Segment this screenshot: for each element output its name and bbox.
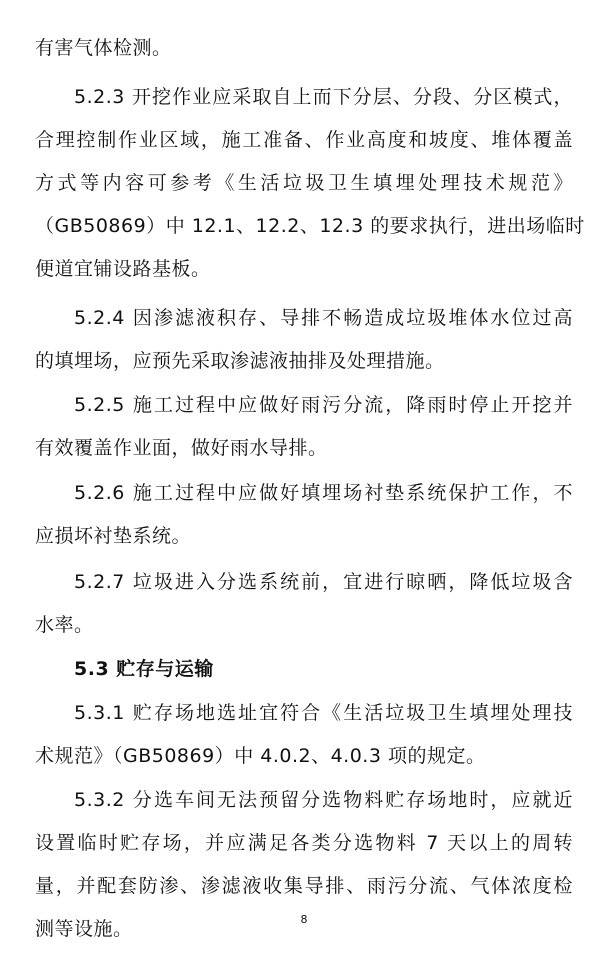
text-line: 术规范》（GB50869）中 4.0.2、4.0.3 项的规定。 <box>35 745 486 767</box>
text-line: 水率。 <box>35 614 94 636</box>
text-line: 5.3.1 贮存场地选址宜符合《生活垃圾卫生填埋处理技 <box>74 702 573 724</box>
text-line: 有害气体检测。 <box>35 37 172 59</box>
text-line: 方式等内容可参考《生活垃圾卫生填埋处理技术规范》 <box>35 172 573 194</box>
text-line: 5.2.5 施工过程中应做好雨污分流，降雨时停止开挖并 <box>74 394 573 416</box>
text-line: 5.2.6 施工过程中应做好填埋场衬垫系统保护工作，不 <box>74 482 573 504</box>
text-line: （GB50869）中 12.1、12.2、12.3 的要求执行，进出场临时 <box>35 215 585 237</box>
page-number: 8 <box>300 913 308 926</box>
text-line: 5.2.4 因渗滤液积存、导排不畅造成垃圾堆体水位过高 <box>74 307 573 329</box>
text-line: 的填埋场，应预先采取渗滤液抽排及处理措施。 <box>35 350 445 372</box>
text-line: 设置临时贮存场，并应满足各类分选物料 7 天以上的周转 <box>35 832 573 854</box>
text-line: 合理控制作业区域，施工准备、作业高度和坡度、堆体覆盖 <box>35 129 573 151</box>
text-line: 有效覆盖作业面，做好雨水导排。 <box>35 437 328 459</box>
text-line: 5.3.2 分选车间无法预留分选物料贮存场地时，应就近 <box>74 789 573 811</box>
text-line: 5.2.7 垃圾进入分选系统前，宜进行晾晒，降低垃圾含 <box>74 571 573 593</box>
text-line: 应损坏衬垫系统。 <box>35 525 192 547</box>
text-line: 量，并配套防渗、渗滤液收集导排、雨污分流、气体浓度检 <box>35 875 573 897</box>
text-line: 便道宜铺设路基板。 <box>35 258 211 280</box>
text-line: 5.2.3 开挖作业应采取自上而下分层、分段、分区模式， <box>74 86 573 108</box>
section-heading: 5.3 贮存与运输 <box>74 658 214 680</box>
text-line: 测等设施。 <box>35 918 133 940</box>
